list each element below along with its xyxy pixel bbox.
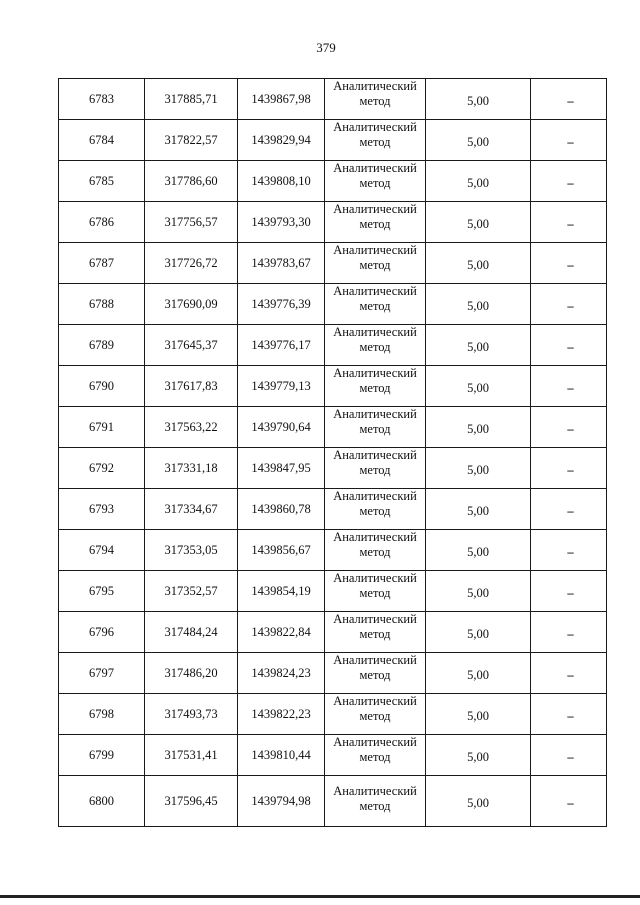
x-coordinate-cell: 317484,24 <box>145 612 238 653</box>
x-coordinate-cell: 317645,37 <box>145 325 238 366</box>
table-row <box>59 448 607 489</box>
method-line-2: метод <box>359 94 391 108</box>
method-line-2: метод <box>359 422 391 436</box>
method-text <box>333 243 417 273</box>
accuracy-value-cell-text: 5,00 <box>467 544 489 559</box>
method-cell <box>325 612 426 653</box>
method-line-1: Аналитический <box>333 448 417 462</box>
y-coordinate-cell: 1439776,17 <box>238 325 325 366</box>
table-row <box>59 79 607 120</box>
y-coordinate-cell: 1439779,13 <box>238 366 325 407</box>
point-number-cell: 6789 <box>59 325 145 366</box>
method-line-1: Аналитический <box>333 735 417 749</box>
dash-cell-text: – <box>567 380 574 395</box>
x-coordinate-cell: 317690,09 <box>145 284 238 325</box>
dash-cell-text: – <box>567 175 574 190</box>
accuracy-value-cell <box>426 243 531 284</box>
y-coordinate-cell: 1439847,95 <box>238 448 325 489</box>
y-coordinate-cell: 1439790,64 <box>238 407 325 448</box>
method-line-1: Аналитический <box>333 653 417 667</box>
coordinates-table <box>58 78 607 827</box>
method-text <box>333 571 417 601</box>
dash-cell <box>531 79 607 120</box>
method-text <box>333 366 417 396</box>
table-row <box>59 366 607 407</box>
method-line-2: метод <box>359 463 391 477</box>
x-coordinate-cell: 317353,05 <box>145 530 238 571</box>
accuracy-value-cell-text: 5,00 <box>467 134 489 149</box>
x-coordinate-cell: 317352,57 <box>145 571 238 612</box>
point-number-cell: 6794 <box>59 530 145 571</box>
method-line-2: метод <box>359 176 391 190</box>
point-number-cell: 6797 <box>59 653 145 694</box>
method-line-2: метод <box>359 258 391 272</box>
x-coordinate-cell: 317726,72 <box>145 243 238 284</box>
y-coordinate-cell: 1439860,78 <box>238 489 325 530</box>
x-coordinate-cell: 317885,71 <box>145 79 238 120</box>
method-text <box>333 489 417 519</box>
table-row <box>59 243 607 284</box>
dash-cell-text: – <box>567 667 574 682</box>
table-row <box>59 653 607 694</box>
x-coordinate-cell: 317563,22 <box>145 407 238 448</box>
dash-cell <box>531 202 607 243</box>
accuracy-value-cell-text: 5,00 <box>467 708 489 723</box>
y-coordinate-cell: 1439776,39 <box>238 284 325 325</box>
method-cell <box>325 243 426 284</box>
accuracy-value-cell-text: 5,00 <box>467 462 489 477</box>
table-row <box>59 284 607 325</box>
y-coordinate-cell: 1439856,67 <box>238 530 325 571</box>
dash-cell-text: – <box>567 585 574 600</box>
accuracy-value-cell <box>426 120 531 161</box>
dash-cell <box>531 448 607 489</box>
point-number-cell: 6792 <box>59 448 145 489</box>
method-line-1: Аналитический <box>333 407 417 421</box>
method-cell <box>325 489 426 530</box>
method-text <box>333 735 417 765</box>
dash-cell-text: – <box>567 134 574 149</box>
method-text <box>333 202 417 232</box>
method-line-2: метод <box>359 504 391 518</box>
method-text <box>333 407 417 437</box>
table-row <box>59 489 607 530</box>
method-cell <box>325 776 426 827</box>
dash-cell-text: – <box>567 544 574 559</box>
method-line-1: Аналитический <box>333 243 417 257</box>
dash-cell-text: – <box>567 503 574 518</box>
method-text <box>333 325 417 355</box>
table-row <box>59 120 607 161</box>
accuracy-value-cell <box>426 79 531 120</box>
method-text <box>333 694 417 724</box>
method-line-1: Аналитический <box>333 366 417 380</box>
method-text <box>333 612 417 642</box>
accuracy-value-cell-text: 5,00 <box>467 626 489 641</box>
accuracy-value-cell <box>426 366 531 407</box>
point-number-cell: 6790 <box>59 366 145 407</box>
y-coordinate-cell: 1439808,10 <box>238 161 325 202</box>
method-cell <box>325 284 426 325</box>
method-cell <box>325 735 426 776</box>
dash-cell-text: – <box>567 257 574 272</box>
accuracy-value-cell-text: 5,00 <box>467 749 489 764</box>
table-row <box>59 202 607 243</box>
point-number-cell: 6788 <box>59 284 145 325</box>
dash-cell-text: – <box>567 462 574 477</box>
method-line-1: Аналитический <box>333 202 417 216</box>
dash-cell <box>531 653 607 694</box>
accuracy-value-cell <box>426 448 531 489</box>
accuracy-value-cell <box>426 489 531 530</box>
point-number-cell: 6787 <box>59 243 145 284</box>
dash-cell-text: – <box>567 795 574 810</box>
x-coordinate-cell: 317493,73 <box>145 694 238 735</box>
dash-cell-text: – <box>567 626 574 641</box>
point-number-cell: 6784 <box>59 120 145 161</box>
method-cell <box>325 653 426 694</box>
table-row <box>59 612 607 653</box>
dash-cell-text: – <box>567 708 574 723</box>
method-line-2: метод <box>359 668 391 682</box>
method-line-2: метод <box>359 799 391 813</box>
point-number-cell: 6795 <box>59 571 145 612</box>
method-text <box>333 161 417 191</box>
dash-cell <box>531 366 607 407</box>
x-coordinate-cell: 317331,18 <box>145 448 238 489</box>
point-number-cell: 6800 <box>59 776 145 827</box>
y-coordinate-cell: 1439867,98 <box>238 79 325 120</box>
method-line-1: Аналитический <box>333 79 417 93</box>
y-coordinate-cell: 1439829,94 <box>238 120 325 161</box>
dash-cell <box>531 243 607 284</box>
method-text <box>333 448 417 478</box>
accuracy-value-cell-text: 5,00 <box>467 503 489 518</box>
dash-cell <box>531 407 607 448</box>
accuracy-value-cell-text: 5,00 <box>467 216 489 231</box>
method-line-2: метод <box>359 709 391 723</box>
accuracy-value-cell-text: 5,00 <box>467 257 489 272</box>
y-coordinate-cell: 1439810,44 <box>238 735 325 776</box>
accuracy-value-cell <box>426 694 531 735</box>
accuracy-value-cell <box>426 776 531 827</box>
method-line-1: Аналитический <box>333 530 417 544</box>
accuracy-value-cell-text: 5,00 <box>467 298 489 313</box>
method-line-1: Аналитический <box>333 489 417 503</box>
method-line-1: Аналитический <box>333 284 417 298</box>
method-line-2: метод <box>359 217 391 231</box>
dash-cell <box>531 489 607 530</box>
accuracy-value-cell-text: 5,00 <box>467 667 489 682</box>
dash-cell <box>531 530 607 571</box>
method-line-2: метод <box>359 381 391 395</box>
method-cell <box>325 161 426 202</box>
method-text <box>333 784 417 814</box>
accuracy-value-cell <box>426 202 531 243</box>
method-cell <box>325 571 426 612</box>
point-number-cell: 6796 <box>59 612 145 653</box>
accuracy-value-cell <box>426 325 531 366</box>
accuracy-value-cell-text: 5,00 <box>467 795 489 810</box>
accuracy-value-cell <box>426 571 531 612</box>
method-line-1: Аналитический <box>333 325 417 339</box>
method-line-2: метод <box>359 545 391 559</box>
accuracy-value-cell <box>426 612 531 653</box>
method-text <box>333 120 417 150</box>
point-number-cell: 6785 <box>59 161 145 202</box>
table-row <box>59 735 607 776</box>
x-coordinate-cell: 317756,57 <box>145 202 238 243</box>
method-text <box>333 530 417 560</box>
x-coordinate-cell: 317334,67 <box>145 489 238 530</box>
dash-cell <box>531 325 607 366</box>
accuracy-value-cell-text: 5,00 <box>467 585 489 600</box>
method-line-1: Аналитический <box>333 784 417 798</box>
method-line-2: метод <box>359 299 391 313</box>
y-coordinate-cell: 1439822,84 <box>238 612 325 653</box>
y-coordinate-cell: 1439793,30 <box>238 202 325 243</box>
dash-cell-text: – <box>567 749 574 764</box>
accuracy-value-cell-text: 5,00 <box>467 339 489 354</box>
dash-cell <box>531 694 607 735</box>
method-line-1: Аналитический <box>333 120 417 134</box>
dash-cell <box>531 571 607 612</box>
point-number-cell: 6783 <box>59 79 145 120</box>
point-number-cell: 6793 <box>59 489 145 530</box>
accuracy-value-cell <box>426 407 531 448</box>
accuracy-value-cell <box>426 284 531 325</box>
accuracy-value-cell <box>426 530 531 571</box>
dash-cell-text: – <box>567 216 574 231</box>
method-line-2: метод <box>359 627 391 641</box>
accuracy-value-cell-text: 5,00 <box>467 175 489 190</box>
dash-cell-text: – <box>567 339 574 354</box>
method-cell <box>325 325 426 366</box>
method-text <box>333 79 417 109</box>
point-number-cell: 6786 <box>59 202 145 243</box>
table-row <box>59 776 607 827</box>
method-line-1: Аналитический <box>333 694 417 708</box>
point-number-cell: 6791 <box>59 407 145 448</box>
accuracy-value-cell <box>426 653 531 694</box>
page-number: 379 <box>316 40 336 55</box>
method-cell <box>325 79 426 120</box>
x-coordinate-cell: 317786,60 <box>145 161 238 202</box>
x-coordinate-cell: 317822,57 <box>145 120 238 161</box>
method-text <box>333 653 417 683</box>
method-line-2: метод <box>359 340 391 354</box>
dash-cell <box>531 120 607 161</box>
table-body <box>59 79 607 827</box>
method-cell <box>325 694 426 735</box>
method-text <box>333 284 417 314</box>
y-coordinate-cell: 1439822,23 <box>238 694 325 735</box>
accuracy-value-cell <box>426 735 531 776</box>
dash-cell <box>531 735 607 776</box>
accuracy-value-cell-text: 5,00 <box>467 421 489 436</box>
method-line-1: Аналитический <box>333 612 417 626</box>
method-cell <box>325 202 426 243</box>
method-cell <box>325 448 426 489</box>
method-cell <box>325 366 426 407</box>
page-bottom-edge <box>0 895 640 898</box>
method-cell <box>325 530 426 571</box>
method-cell <box>325 120 426 161</box>
dash-cell <box>531 161 607 202</box>
y-coordinate-cell: 1439854,19 <box>238 571 325 612</box>
table-row <box>59 694 607 735</box>
point-number-cell: 6798 <box>59 694 145 735</box>
y-coordinate-cell: 1439783,67 <box>238 243 325 284</box>
method-line-2: метод <box>359 586 391 600</box>
method-line-1: Аналитический <box>333 161 417 175</box>
table-row <box>59 407 607 448</box>
point-number-cell: 6799 <box>59 735 145 776</box>
table-row <box>59 325 607 366</box>
x-coordinate-cell: 317486,20 <box>145 653 238 694</box>
dash-cell <box>531 776 607 827</box>
method-line-2: метод <box>359 135 391 149</box>
y-coordinate-cell: 1439824,23 <box>238 653 325 694</box>
dash-cell-text: – <box>567 298 574 313</box>
accuracy-value-cell-text: 5,00 <box>467 380 489 395</box>
x-coordinate-cell: 317617,83 <box>145 366 238 407</box>
method-line-1: Аналитический <box>333 571 417 585</box>
method-cell <box>325 407 426 448</box>
x-coordinate-cell: 317531,41 <box>145 735 238 776</box>
dash-cell-text: – <box>567 421 574 436</box>
accuracy-value-cell-text: 5,00 <box>467 93 489 108</box>
dash-cell <box>531 284 607 325</box>
table-row <box>59 571 607 612</box>
dash-cell-text: – <box>567 93 574 108</box>
dash-cell <box>531 612 607 653</box>
accuracy-value-cell <box>426 161 531 202</box>
method-line-2: метод <box>359 750 391 764</box>
table-row <box>59 161 607 202</box>
x-coordinate-cell: 317596,45 <box>145 776 238 827</box>
y-coordinate-cell: 1439794,98 <box>238 776 325 827</box>
table-row <box>59 530 607 571</box>
